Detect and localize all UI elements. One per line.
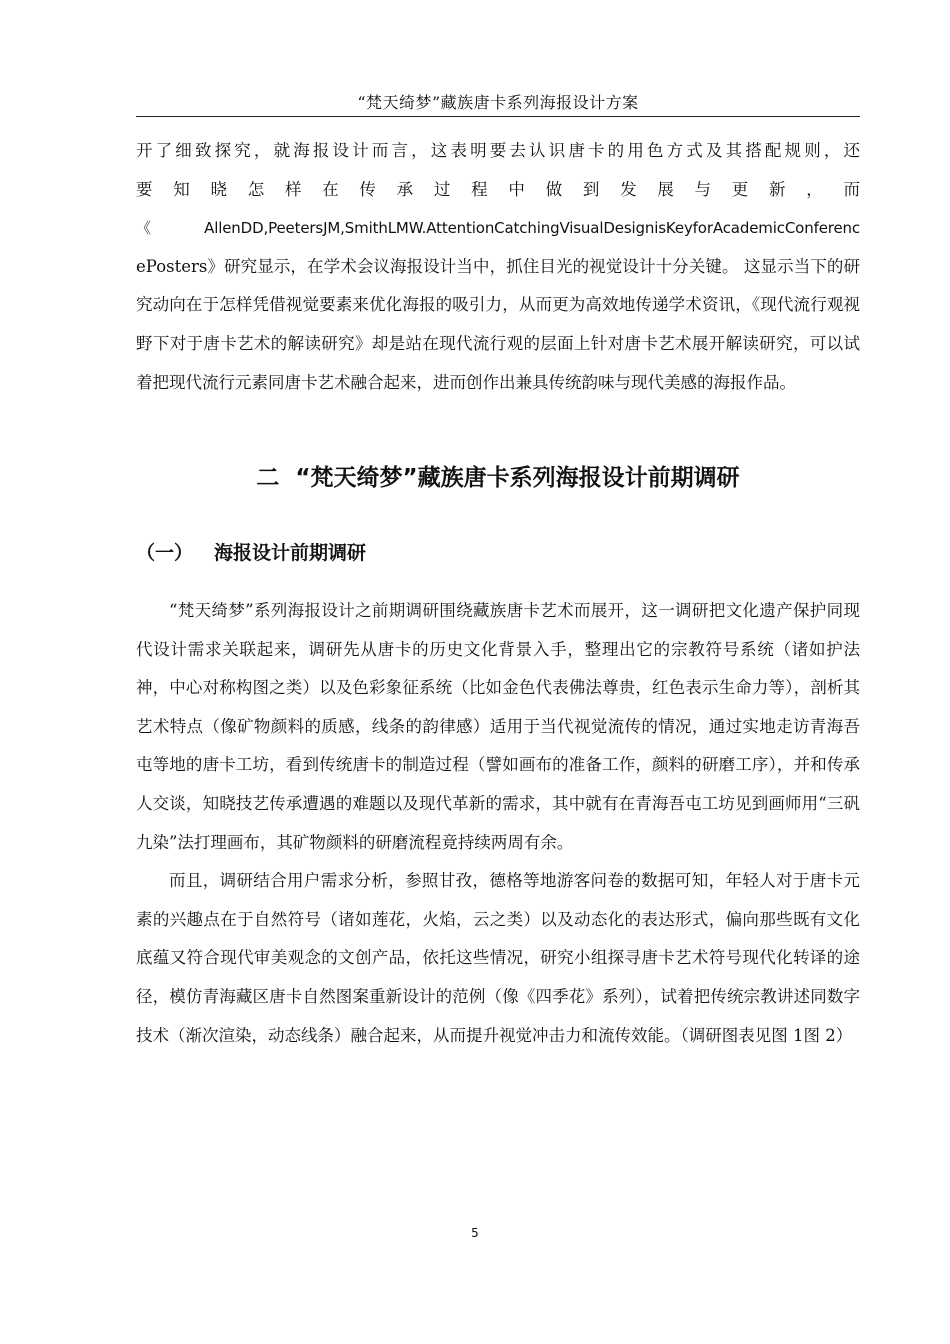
- intro-rest: ePosters》研究显示，在学术会议海报设计当中，抓住目光的视觉设计十分关键。 这显示当下的研究动向在于怎样凭借视觉要素来优化海报的吸引力，从而更为高效地传递学术资讯，《现代流行观视野下对于唐卡艺术的解读研究》却是站在现代流行观的层面上针对唐卡艺术展开解读研究，可以试着把现代流行元素同唐卡艺术融合起来，进而创作出兼具传统韵味与现代美感的海报作品。: [136, 256, 860, 392]
- intro-line-1: 开了细致探究，就海报设计而言，这表明要去认识唐卡的用色方式及其搭配规则，还: [136, 141, 860, 160]
- section-title-text: “梵天绮梦”藏族唐卡系列海报设计前期调研: [295, 465, 740, 491]
- intro-paragraph: [136, 132, 860, 402]
- intro-line-2: 要知晓怎样在传承过程中做到发展与更新，而: [136, 179, 860, 199]
- section-number: 二: [256, 465, 280, 491]
- paragraph-research-overview: “梵天绮梦”系列海报设计之前期调研围绕藏族唐卡艺术而展开，这一调研把文化遗产保护同现代设计需求关联起来，调研先从唐卡的历史文化背景入手，整理出它的宗教符号系统（诸如护法神，中心对称构图之类）以及色彩象征系统（比如金色代表佛法尊贵，红色表示生命力等），剖析其艺术特点（像矿物颜料的质感，线条的韵律感）适用于当代视觉流传的情况，通过实地走访青海吾屯等地的唐卡工坊，看到传统唐卡的制造过程（譬如画布的准备工作，颜料的研磨工序），并和传承人交谈，知晓技艺传承遭遇的难题以及现代革新的需求，其中就有在青海吾屯工坊见到画师用“三矾九染”法打理画布，其矿物颜料的研磨流程竟持续两周有余。: [136, 601, 860, 852]
- page-number: 5: [471, 1226, 479, 1240]
- subsection-title-text: 海报设计前期调研: [214, 542, 367, 564]
- subsection-number: （一）: [136, 542, 194, 564]
- subsection-heading: [136, 536, 366, 570]
- body-paragraphs: [136, 592, 860, 1055]
- page-header: “梵天绮梦”藏族唐卡系列海报设计方案: [136, 90, 860, 117]
- section-heading: [136, 458, 860, 498]
- paragraph-user-needs: 而且，调研结合用户需求分析，参照甘孜，德格等地游客问卷的数据可知，年轻人对于唐卡元素的兴趣点在于自然符号（诸如莲花，火焰，云之类）以及动态化的表达形式，偏向那些既有文化底蕴又符合现代审美观念的文创产品，依托这些情况，研究小组探寻唐卡艺术符号现代化转译的途径，模仿青海藏区唐卡自然图案重新设计的范例（像《四季花》系列），试着把传统宗教讲述同数字技术（渐次渲染，动态线条）融合起来，从而提升视觉冲击力和流传效能。（调研图表见图 1图 2）: [136, 871, 860, 1045]
- intro-line-3-citation: 《AllenDD,PeetersJM,SmithLMW.AttentionCatchingVisualDesignisKeyforAcademicConferenc: [136, 219, 860, 238]
